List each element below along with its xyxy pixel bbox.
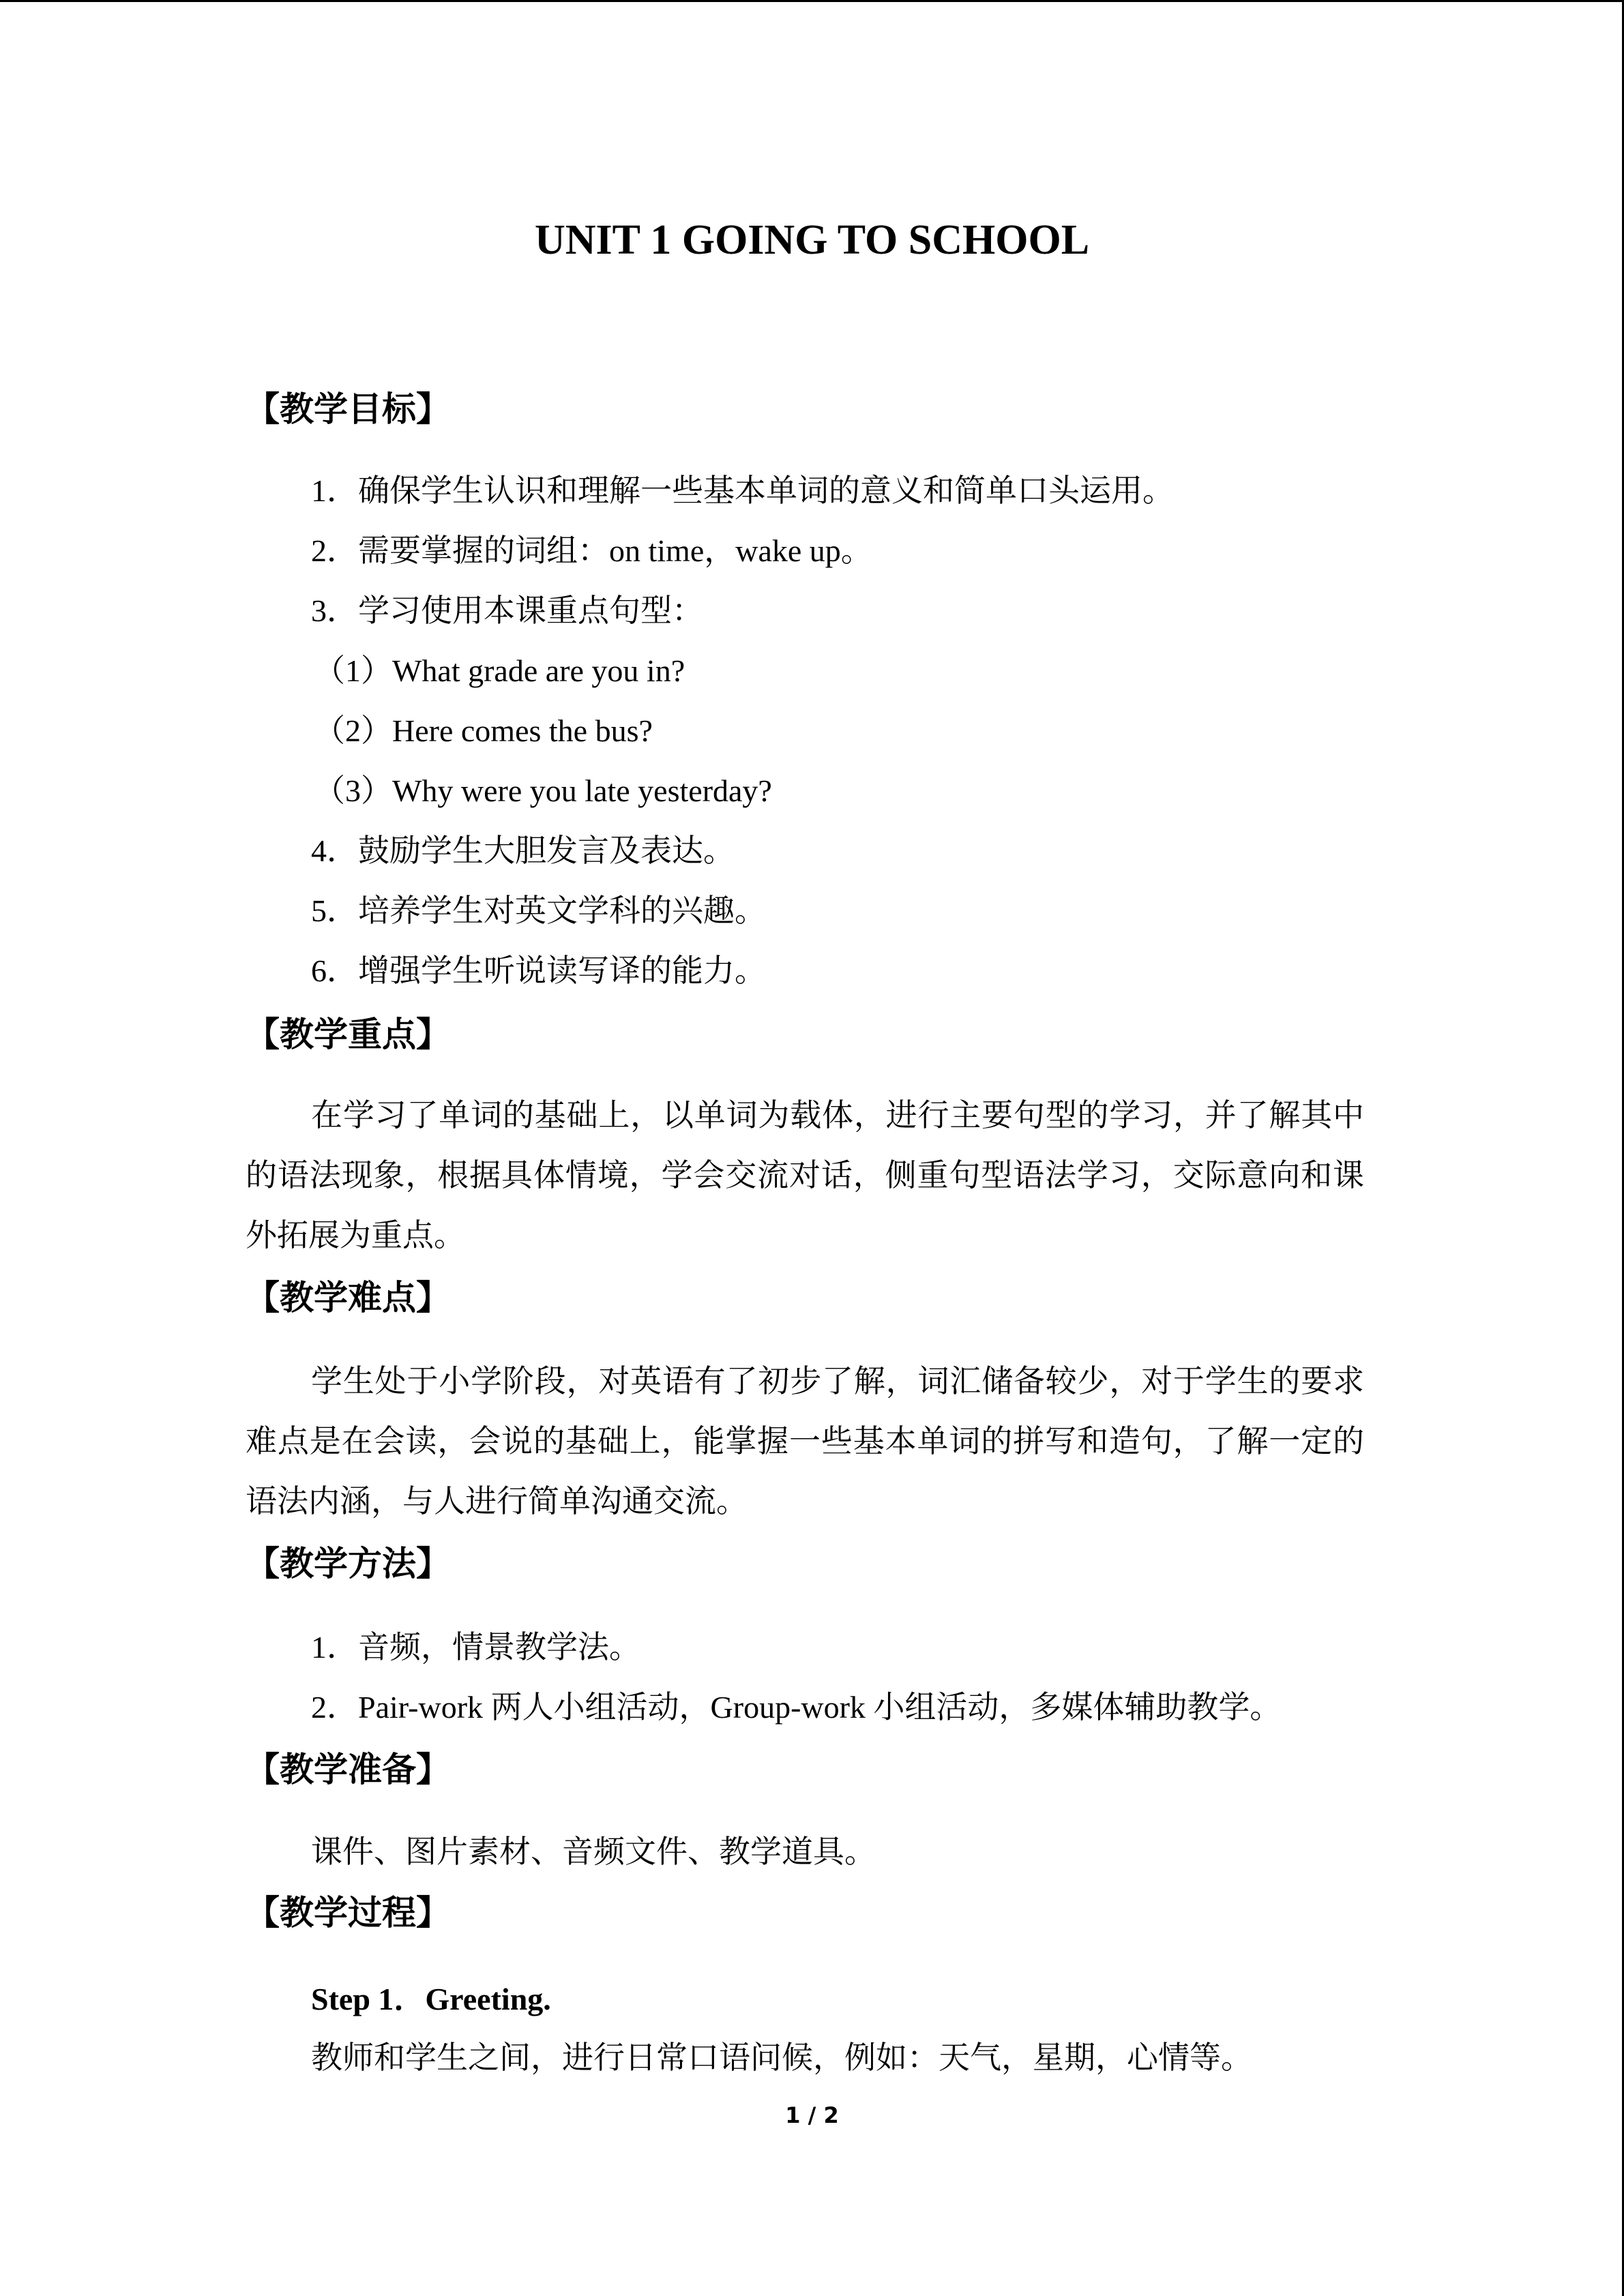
- objectives-heading: 【教学目标】: [246, 389, 450, 429]
- key-points-heading: 【教学重点】: [246, 1015, 450, 1054]
- method-item-1: 1．音频，情景教学法。: [311, 1630, 640, 1665]
- difficulties-heading: 【教学难点】: [246, 1278, 450, 1317]
- objective-item-1: 1．确保学生认识和理解一些基本单词的意义和简单口头运用。: [311, 473, 1174, 508]
- objective-item-4: 4．鼓励学生大胆发言及表达。: [311, 833, 735, 868]
- step-1-text: 教师和学生之间，进行日常口语问候，例如：天气，星期，心情等。: [311, 2040, 1252, 2075]
- process-heading: 【教学过程】: [246, 1893, 450, 1933]
- method-item-2: 2．Pair-work 两人小组活动，Group-work 小组活动，多媒体辅助教学。: [311, 1690, 1282, 1725]
- document-title: UNIT 1 GOING TO SCHOOL: [534, 217, 1090, 263]
- objective-subitem-3: （3）Why were you late yesterday?: [314, 773, 772, 808]
- objective-subitem-2: （2）Here comes the bus?: [314, 713, 653, 748]
- step-1-title: Step 1．Greeting.: [311, 1982, 551, 2016]
- page-number: 1 / 2: [785, 2102, 839, 2128]
- page-top-border: [0, 0, 1624, 2]
- objective-item-6: 6．增强学生听说读写译的能力。: [311, 953, 766, 988]
- objective-item-2: 2．需要掌握的词组：on time，wake up。: [311, 533, 872, 568]
- objective-item-3: 3．学习使用本课重点句型：: [311, 593, 703, 628]
- methods-heading: 【教学方法】: [246, 1544, 450, 1583]
- difficulties-paragraph: 学生处于小学阶段，对英语有了初步了解，词汇储备较少，对于学生的要求难点是在会读，会说的基础上，能掌握一些基本单词的拼写和造句，了解一定的语法内涵，与人进行简单沟通交流。: [246, 1364, 1364, 1519]
- preparation-text: 课件、图片素材、音频文件、教学道具。: [311, 1834, 876, 1869]
- objective-item-5: 5．培养学生对英文学科的兴趣。: [311, 893, 766, 928]
- preparation-heading: 【教学准备】: [246, 1750, 450, 1789]
- key-points-paragraph: 在学习了单词的基础上，以单词为载体，进行主要句型的学习，并了解其中的语法现象，根据具体情境，学会交流对话，侧重句型语法学习，交际意向和课外拓展为重点。: [246, 1098, 1364, 1253]
- objective-subitem-1: （1）What grade are you in?: [314, 653, 685, 688]
